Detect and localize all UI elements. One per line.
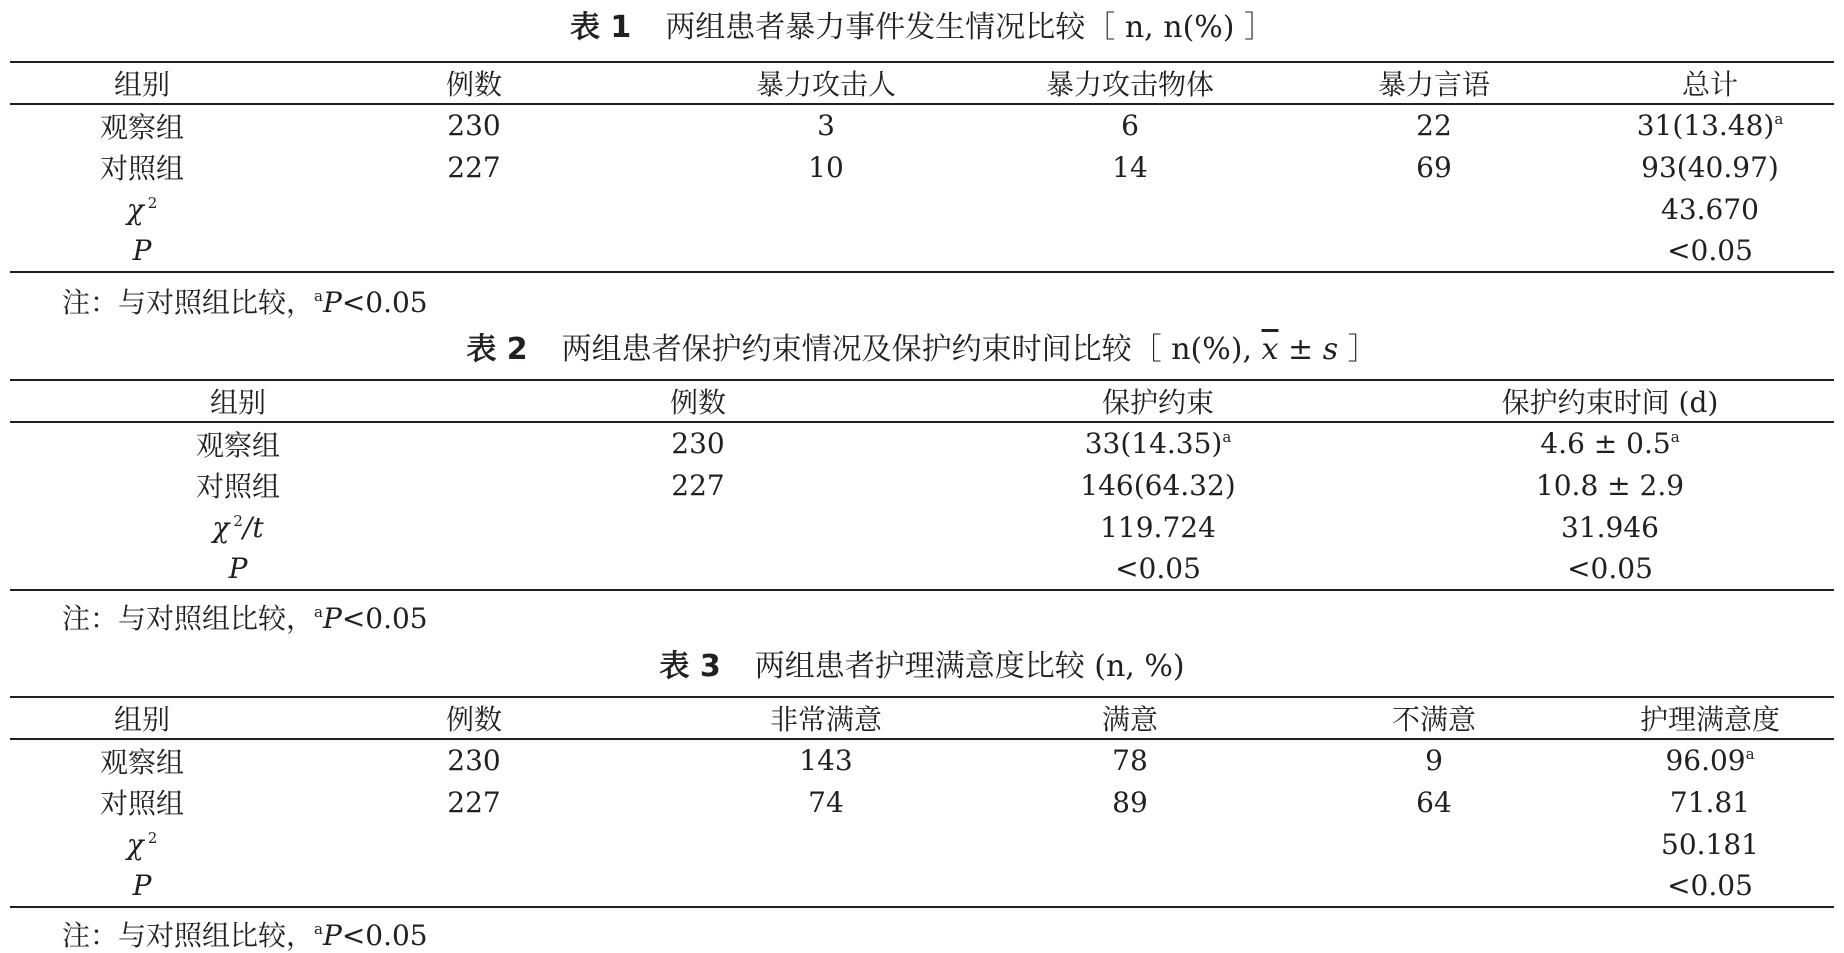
table2-header-count: 例数 <box>466 380 930 422</box>
table3-caption <box>0 649 1844 685</box>
table1-header-count: 例数 <box>274 62 674 104</box>
table1-obs-total: $31(13.48)^a$ <box>1636 109 1784 142</box>
table3-header-satisfaction-rate: 护理满意度 <box>1586 697 1834 739</box>
table2-p-value-restraint: <0.05 <box>930 548 1386 590</box>
table1-note: 注：与对照组比较，$^a$P<0.05 <box>62 286 428 319</box>
table1-label: 表 1 <box>569 10 632 45</box>
table3-header-count: 例数 <box>274 697 674 739</box>
table3-ctl-group: 对照组 <box>99 787 184 820</box>
table-row <box>10 823 1834 865</box>
table1-header-verbal: 暴力言语 <box>1282 62 1586 104</box>
table3-ctl-c2: 89 <box>1112 785 1148 819</box>
table1-obs-group: 观察组 <box>99 110 184 144</box>
table3 <box>10 696 1834 908</box>
table2-label: 表 2 <box>466 332 528 367</box>
table1-ctl-c3: 69 <box>1416 150 1452 184</box>
table-row <box>10 739 1834 781</box>
table2-header-row <box>10 380 1834 422</box>
table2-ctl-time: 10.8 ± 2.9 <box>1535 468 1685 502</box>
table1-chi-value: 43.670 <box>1661 192 1759 226</box>
table2-title-mean-symbol: $\overline{x}$ <box>1261 332 1279 367</box>
table2-note: 注：与对照组比较，$^a$P<0.05 <box>62 602 428 635</box>
table2-chi-value-restraint: 119.724 <box>1100 510 1216 544</box>
table1-header-row <box>10 62 1834 104</box>
table2-obs-restraint: $33(14.35)^a$ <box>1084 427 1232 460</box>
table3-header-row <box>10 697 1834 739</box>
table3-note: 注：与对照组比较，$^a$P<0.05 <box>62 919 428 952</box>
table1-ctl-c1: 10 <box>808 150 844 184</box>
table2-caption: 表 2 两组患者保护约束情况及保护约束时间比较［ n(%), $\overline{x} \pm s$ ］ <box>466 332 1378 367</box>
table3-header-group: 组别 <box>10 697 274 739</box>
table3-ctl-n: 227 <box>447 785 501 819</box>
table-row <box>10 781 1834 823</box>
table1-obs-c1: 3 <box>817 109 835 142</box>
table2-obs-n: 230 <box>671 427 725 460</box>
table3-obs-n: 230 <box>447 744 501 777</box>
table2-header-restraint: 保护约束 <box>930 380 1386 422</box>
table1-title: 两组患者暴力事件发生情况比较［ n, n(%) ］ <box>665 10 1275 45</box>
table-row <box>10 464 1834 506</box>
table3-p-label: P <box>10 865 274 907</box>
table3-obs-total: 96.09$^a$ <box>1665 744 1755 777</box>
table1-header-attack-object: 暴力攻击物体 <box>978 62 1282 104</box>
table2-obs-group: 观察组 <box>195 428 280 462</box>
table2-obs-time: 4.6 ± 0.5$^a$ <box>1540 427 1680 460</box>
table3-chi-value: 50.181 <box>1661 827 1759 861</box>
table3-obs-group: 观察组 <box>99 745 184 779</box>
table1-obs-c3: 22 <box>1416 109 1452 142</box>
table1-caption <box>0 10 1844 46</box>
table-row <box>10 506 1834 548</box>
superscript-a: a <box>1774 110 1784 128</box>
table2-p-label: P <box>10 548 466 590</box>
table1-header-total: 总计 <box>1586 62 1834 104</box>
table1-ctl-n: 227 <box>447 150 501 184</box>
table3-p-value: <0.05 <box>1586 865 1834 907</box>
table3-header-very-satisfied: 非常满意 <box>674 697 978 739</box>
table3-label: 表 3 <box>659 649 721 684</box>
table-row <box>10 865 1834 907</box>
table3-obs-c2: 78 <box>1112 744 1148 777</box>
table1-ctl-total: 93(40.97) <box>1641 150 1779 184</box>
table2-p-value-time: <0.05 <box>1386 548 1834 590</box>
table1-ctl-c2: 14 <box>1112 150 1148 184</box>
table1-p-label: P <box>10 230 274 272</box>
table-row <box>10 104 1834 146</box>
table1-p-value: <0.05 <box>1586 230 1834 272</box>
table-row <box>10 230 1834 272</box>
table2-header-group: 组别 <box>10 380 466 422</box>
table3-chi-label: χ $^2$ <box>126 827 158 861</box>
table3-title: 两组患者护理满意度比较 (n, %) <box>754 649 1185 684</box>
table1-obs-c2: 6 <box>1121 109 1139 142</box>
table3-header-unsatisfied: 不满意 <box>1282 697 1586 739</box>
table1-chi-label: χ $^2$ <box>126 192 158 226</box>
table1-header-group: 组别 <box>10 62 274 104</box>
table-row <box>10 188 1834 230</box>
table1-obs-n: 230 <box>447 109 501 142</box>
table2-ctl-n: 227 <box>671 468 725 502</box>
table3-ctl-c3: 64 <box>1416 785 1452 819</box>
table2-header-restraint-time: 保护约束时间 (d) <box>1386 380 1834 422</box>
table2-chi-label: χ $^2$/t <box>212 510 264 544</box>
table1-ctl-group: 对照组 <box>99 152 184 185</box>
table3-obs-c1: 143 <box>799 744 853 777</box>
table2-ctl-group: 对照组 <box>195 470 280 503</box>
table-row <box>10 146 1834 188</box>
table3-ctl-c1: 74 <box>808 785 844 819</box>
table-row <box>10 548 1834 590</box>
table2-t-value-time: 31.946 <box>1561 510 1659 544</box>
table2 <box>10 379 1834 591</box>
table2-ctl-restraint: 146(64.32) <box>1080 468 1236 502</box>
table1 <box>10 61 1834 273</box>
table3-ctl-total: 71.81 <box>1669 785 1751 819</box>
table3-obs-c3: 9 <box>1425 744 1443 777</box>
table-row <box>10 422 1834 464</box>
table3-header-satisfied: 满意 <box>978 697 1282 739</box>
table2-title: 两组患者保护约束情况及保护约束时间比较［ n(%), <box>561 332 1252 367</box>
table1-header-attack-person: 暴力攻击人 <box>674 62 978 104</box>
